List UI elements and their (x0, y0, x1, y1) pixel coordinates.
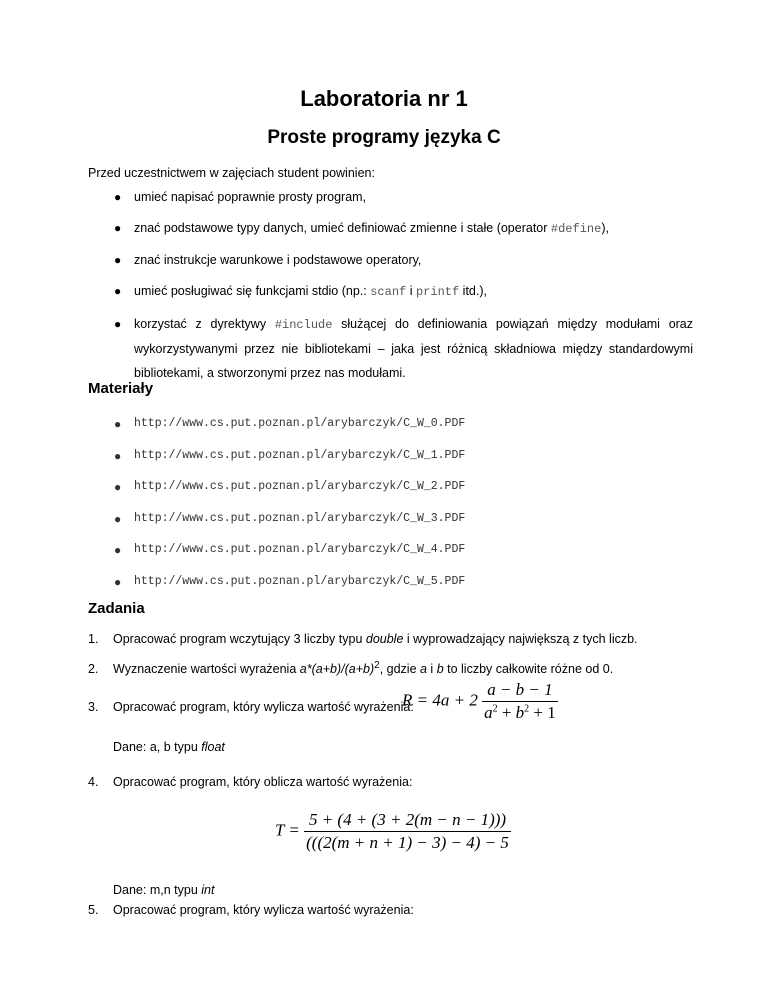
task-4 (88, 775, 412, 789)
formula-r (402, 680, 558, 723)
task-3-note (113, 740, 225, 754)
list-item (88, 249, 693, 272)
bullet-icon: ● (114, 190, 122, 204)
formula-lhs: T = (275, 820, 300, 840)
task-number: 3. (88, 700, 99, 714)
page-title: Laboratoria nr 1 (300, 86, 468, 111)
material-link[interactable]: http://www.cs.put.poznan.pl/arybarczyk/C_W_3.PDF (134, 511, 466, 525)
material-link[interactable]: http://www.cs.put.poznan.pl/arybarczyk/C_W_0.PDF (134, 417, 466, 430)
task-4-note (113, 883, 214, 897)
materials-list (88, 416, 465, 605)
task-text: Wyznaczenie wartości wyrażenia (113, 662, 300, 677)
formula-numerator: a − b − 1 (482, 680, 558, 702)
material-link[interactable]: http://www.cs.put.poznan.pl/arybarczyk/C_W_5.PDF (134, 574, 466, 588)
list-item (88, 217, 693, 241)
list-item (88, 186, 693, 209)
bullet-icon: ● (114, 253, 122, 267)
task-2 (88, 660, 613, 676)
task-emphasis: a*(a+b)/(a+b) (299, 662, 375, 677)
bullet-icon: ● (114, 543, 122, 557)
superscript: 2 (492, 703, 498, 715)
note-text: Dane: a, b typu (113, 740, 202, 754)
task-text: Opracować program wczytujący 3 liczby typu (113, 632, 366, 646)
formula-denominator (482, 702, 558, 723)
list-item (88, 542, 465, 574)
list-item-text: ), (601, 221, 609, 235)
code-define: #define (550, 222, 602, 236)
formula-numerator: 5 + (4 + (3 + 2(m − n − 1))) (304, 810, 511, 832)
task-emphasis: a (420, 662, 427, 677)
task-text: , gdzie (379, 662, 420, 677)
superscript: 2 (524, 703, 530, 715)
bullet-icon: ● (114, 448, 122, 463)
intro-text: Przed uczestnictwem w zajęciach student powinien: (88, 166, 375, 180)
note-emphasis: float (201, 740, 225, 754)
formula-fraction (304, 810, 511, 853)
section-heading-tasks: Zadania (88, 600, 145, 617)
requirements-list (88, 183, 693, 385)
page-subtitle: Proste programy języka C (267, 127, 501, 148)
bullet-icon: ● (114, 284, 122, 298)
task-5 (88, 903, 414, 917)
formula-var: a (484, 703, 493, 722)
list-item (88, 479, 465, 511)
superscript: 2 (374, 660, 380, 671)
list-item-text: korzystać z dyrektywy (134, 317, 275, 331)
task-text: Opracować program, który wylicza wartość wyrażenia: (113, 903, 414, 917)
list-item (88, 280, 693, 304)
task-3 (88, 700, 414, 714)
note-emphasis: int (201, 883, 215, 897)
task-1 (88, 632, 638, 646)
code-printf: printf (415, 285, 460, 299)
formula-op: + (497, 703, 516, 722)
bullet-icon: ● (114, 574, 122, 589)
task-number: 2. (88, 662, 99, 677)
formula-denominator: (((2(m + n + 1) − 3) − 4) − 5 (306, 833, 509, 852)
task-text: i wyprowadzający największą z tych liczb. (403, 632, 638, 646)
material-link[interactable]: http://www.cs.put.poznan.pl/arybarczyk/C_W_1.PDF (134, 448, 466, 462)
list-item-text: umieć posługiwać się funkcjami stdio (np.: (134, 284, 371, 298)
note-text: Dane: m,n typu (113, 883, 202, 897)
task-number: 1. (88, 632, 99, 646)
list-item (88, 448, 465, 480)
list-item-text: znać instrukcje warunkowe i podstawowe operatory, (134, 253, 422, 267)
task-text: Opracować program, który wylicza wartość wyrażenia: (113, 700, 414, 714)
list-item-text: służącej do definiowania powiązań między modułami oraz wykorzystywanymi przez nie bibliotekami – jaka jest różnicą składniowa między standardowymi bibliotekami, a stworzonymi przez nas modułami. (134, 317, 694, 380)
material-link[interactable]: http://www.cs.put.poznan.pl/arybarczyk/C_W_4.PDF (134, 543, 466, 556)
task-number: 5. (88, 903, 99, 917)
code-scanf: scanf (370, 285, 407, 299)
list-item (88, 511, 465, 543)
task-emphasis: b (436, 662, 444, 677)
bullet-icon: ● (114, 417, 122, 431)
bullet-icon: ● (114, 511, 122, 526)
task-number: 4. (88, 775, 99, 789)
bullet-icon: ● (114, 480, 122, 494)
formula-op: + 1 (529, 703, 556, 722)
list-item-text: umieć napisać poprawnie prosty program, (134, 190, 367, 204)
task-text: to liczby całkowite różne od 0. (443, 662, 614, 677)
code-include: #include (274, 318, 333, 332)
formula-fraction (482, 680, 558, 723)
formula-lhs: R = 4a + 2 (402, 690, 478, 710)
list-item-text: znać podstawowe typy danych, umieć definiować zmienne i stałe (operator (134, 221, 551, 235)
list-item-text: itd.), (459, 284, 487, 298)
list-item (88, 312, 693, 385)
section-heading-materials: Materiały (88, 380, 154, 397)
formula-t (275, 810, 511, 853)
list-item-text: i (406, 284, 416, 298)
bullet-icon: ● (114, 317, 122, 331)
task-emphasis: double (365, 632, 404, 646)
formula-var: b (515, 703, 525, 722)
task-text: i (426, 662, 437, 677)
material-link[interactable]: http://www.cs.put.poznan.pl/arybarczyk/C_W_2.PDF (134, 480, 466, 493)
bullet-icon: ● (114, 221, 122, 235)
list-item (88, 416, 465, 448)
task-text: Opracować program, który oblicza wartość wyrażenia: (113, 775, 413, 789)
